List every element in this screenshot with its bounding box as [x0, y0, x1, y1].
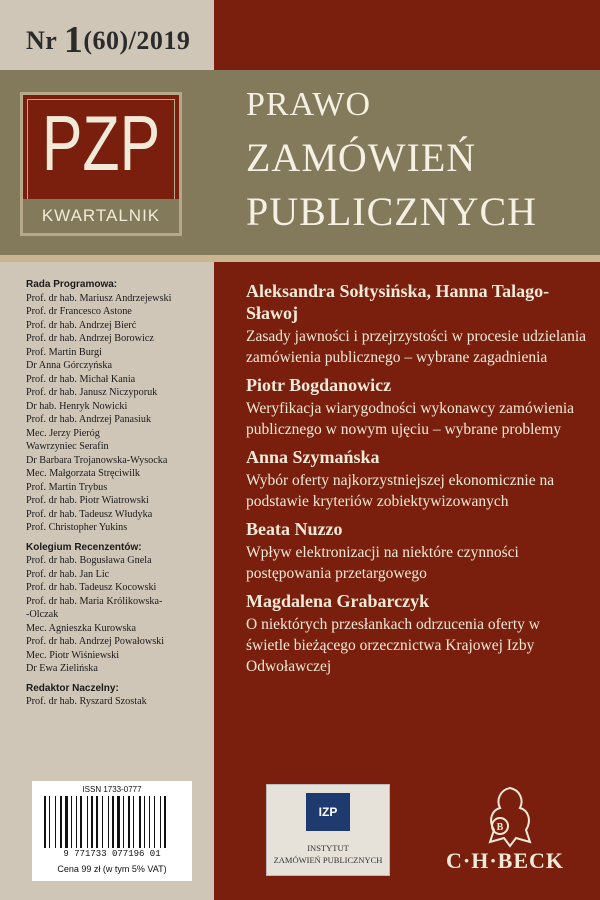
board-member: Dr hab. Henryk Nowicki — [26, 400, 128, 412]
article-item — [246, 280, 586, 368]
article-title: Weryfikacja wiarygodności wykonawcy zamówienia publicznego w nowym ujęciu – wybrane problemy — [246, 400, 575, 438]
article-author: Magdalena Grabarczyk — [246, 591, 430, 611]
board-member: Prof. dr hab. Tadeusz Włudyka — [26, 508, 153, 520]
top-red-band — [214, 0, 600, 70]
board-member: Dr Anna Górczyńska — [26, 360, 113, 371]
title-line-2: ZAMÓWIEŃ — [246, 135, 477, 180]
editor-heading: Redaktor Naczelny: — [26, 682, 119, 694]
board-member: Dr Ewa Zielińska — [26, 663, 98, 674]
izp-logo: IZP — [306, 793, 350, 831]
articles-list — [246, 280, 586, 683]
griffin-icon — [470, 780, 550, 850]
article-title: O niektórych przesłankach odrzucenia oferty w świetle bieżącego orzecznictwa Krajowej Izby Odwoławczej — [246, 616, 540, 675]
izp-name-line-1: INSTYTUT — [307, 843, 349, 853]
editor-name: Prof. dr hab. Ryszard Szostak — [26, 696, 147, 707]
reviewers-list — [26, 554, 212, 676]
board-member: Prof. dr hab. Andrzej Powałowski — [26, 636, 165, 647]
barcode-number: 9 771733 077196 01 — [63, 849, 161, 859]
logo-abbr: PZP — [41, 99, 161, 187]
izp-name-line-2: ZAMÓWIEŃ PUBLICZNYCH — [273, 855, 383, 865]
board-member: Prof. dr hab. Piotr Wiatrowski — [26, 495, 149, 506]
board-member: Prof. dr hab. Andrzej Bierć — [26, 319, 137, 331]
board-member: Prof. dr hab. Andrzej Panasiuk — [26, 414, 152, 425]
title-line-1: PRAWO — [246, 86, 372, 123]
article-item — [246, 518, 586, 584]
publisher-name: C·H·BECK — [445, 848, 565, 873]
board-member: Prof. dr hab. Andrzej Borowicz — [26, 333, 154, 344]
article-author: Beata Nuzzo — [246, 519, 343, 539]
board-member: Prof. dr hab. Bogusława Gnela — [26, 555, 152, 566]
board-member: Dr Barbara Trojanowska-Wysocka — [26, 454, 168, 466]
editorial-board — [26, 278, 212, 709]
board-member: -Olczak — [26, 609, 59, 620]
reviewers-heading: Kolegium Recenzentów: — [26, 541, 142, 553]
price-label: Cena 99 zł (w tym 5% VAT) — [57, 864, 167, 874]
board-member: Prof. dr hab. Tadeusz Kocowski — [26, 582, 157, 593]
divider-left — [0, 255, 214, 262]
issue-number: Nr 1(60)/2019 — [26, 19, 191, 61]
logo-subtitle: KWARTALNIK — [23, 199, 179, 233]
program-board-list — [26, 292, 212, 535]
divider-right — [214, 255, 600, 262]
board-member: Mec. Piotr Wiśniewski — [26, 649, 120, 661]
board-member: Prof. dr hab. Michał Kania — [26, 373, 136, 385]
board-member: Wawrzyniec Serafin — [26, 441, 109, 452]
article-title: Wpływ elektronizacji na niektóre czynności postępowania przetargowego — [246, 544, 519, 582]
board-member: Prof. dr hab. Janusz Niczyporuk — [26, 387, 158, 398]
article-author: Anna Szymańska — [246, 447, 380, 467]
board-member: Mec. Agnieszka Kurowska — [26, 622, 137, 634]
board-member: Prof. dr Francesco Astone — [26, 306, 132, 317]
board-member: Prof. Martin Burgi — [26, 346, 102, 358]
board-member: Prof. Martin Trybus — [26, 481, 108, 493]
board-member: Prof. Christopher Yukins — [26, 522, 128, 533]
issn-label: ISSN 1733-0777 — [82, 785, 142, 794]
article-author: Piotr Bogdanowicz — [246, 375, 392, 395]
article-author: Aleksandra Sołtysińska, Hanna Talago-Sławoj — [246, 281, 550, 323]
program-board-heading: Rada Programowa: — [26, 279, 118, 290]
article-item — [246, 374, 586, 440]
board-member: Mec. Małgorzata Stręciwilk — [26, 468, 141, 479]
board-member: Prof. dr hab. Mariusz Andrzejewski — [26, 292, 172, 304]
article-title: Zasady jawności i przejrzystości w procesie udzielania zamówienia publicznego – wybrane zagadnienia — [246, 328, 587, 366]
article-item — [246, 446, 586, 512]
izp-logo-box — [266, 784, 390, 876]
title-line-3: PUBLICZNYCH — [246, 189, 538, 234]
article-item — [246, 590, 586, 677]
board-member: Prof. dr hab. Jan Lic — [26, 568, 110, 580]
board-member: Prof. dr hab. Maria Królikowska- — [26, 595, 163, 607]
article-title: Wybór oferty najkorzystniejszej ekonomicznie na podstawie kryteriów zobiektywizowanych — [246, 472, 555, 510]
pzp-logo — [20, 92, 182, 236]
barcode-bars — [44, 796, 180, 848]
board-member: Mec. Jerzy Pieróg — [26, 427, 100, 439]
barcode — [32, 781, 192, 881]
svg-text:B: B — [496, 822, 504, 833]
